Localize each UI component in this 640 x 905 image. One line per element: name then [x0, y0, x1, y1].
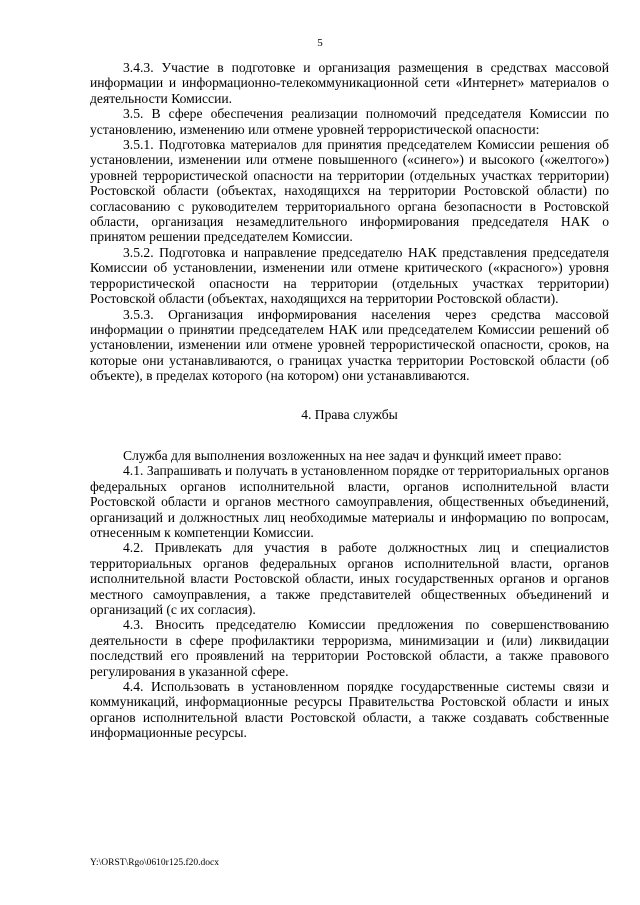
paragraph-3-5-1: 3.5.1. Подготовка материалов для принятия председателем Комиссии решения об установлении, изменении или отмене повышенного («синего») и высокого («желтого») уровней террористической опасности на территории (отдельных участках территории) Ростовской области (объектах, находящихся на территории Ростовской области) по согласованию с руководителем территориального органа безопасности в Ростовской области, организация незамедлительного информирования председателя НАК о принятом решении председателем Комиссии.: [90, 137, 609, 245]
footer-file-path: Y:\ORST\Rgo\0610r125.f20.docx: [90, 858, 219, 868]
paragraph-4-3: 4.3. Вносить председателю Комиссии предложения по совершенствованию деятельности в сфере профилактики терроризма, минимизации и (или) ликвидации последствий его проявлений на территории Ростовской области, а также правового регулирования в указанной сфере.: [90, 617, 609, 679]
paragraph-3-4-3: 3.4.3. Участие в подготовке и организация размещения в средствах массовой информации и информационно-телекоммуникационной сети «Интернет» материалов о деятельности Комиссии.: [90, 60, 609, 106]
paragraph-4-2: 4.2. Привлекать для участия в работе должностных лиц и специалистов территориальных органов федеральных органов исполнительной власти, органов исполнительной власти Ростовской области, иных государственных органов и органов местного самоуправления, а также представителей общественных объединений и организаций (с их согласия).: [90, 540, 609, 617]
paragraph-intro: Служба для выполнения возложенных на нее задач и функций имеет право:: [123, 447, 562, 463]
section-heading: 4. Права службы: [301, 406, 398, 422]
page-number: 5: [317, 37, 323, 49]
paragraph-4-1: 4.1. Запрашивать и получать в установленном порядке от территориальных органов федеральных органов исполнительной власти, органов исполнительной власти Ростовской области и органов местного самоуправления, общественных объединений, организаций и должностных лиц необходимые материалы и информацию по вопросам, отнесенным к компетенции Комиссии.: [90, 463, 609, 540]
paragraph-3-5: 3.5. В сфере обеспечения реализации полномочий председателя Комиссии по установлению, изменению или отмене уровней террористической опасности:: [90, 106, 609, 137]
paragraph-3-5-2: 3.5.2. Подготовка и направление председателю НАК представления председателя Комиссии об установлении, изменении или отмене критического («красного») уровня террористической опасности на территории (отдельных участках территории) Ростовской области (объектах, находящихся на территории Ростовской области).: [90, 244, 609, 307]
paragraph-3-5-3: 3.5.3. Организация информирования населения через средства массовой информации о принятии председателем НАК или председателем Комиссии решений об установлении, изменении или отмене уровней террористической опасности, сроков, на которые они устанавливаются, о границах участка территории Ростовской области (об объекте), в пределах которого (на котором) они устанавливаются.: [90, 306, 609, 384]
document-body: [90, 60, 609, 741]
paragraph-4-4: 4.4. Использовать в установленном порядке государственные системы связи и коммуникаций, информационные ресурсы Правительства Ростовской области и иных органов исполнительной власти Ростовской области, а также создавать собственные информационные ресурсы.: [90, 679, 609, 741]
